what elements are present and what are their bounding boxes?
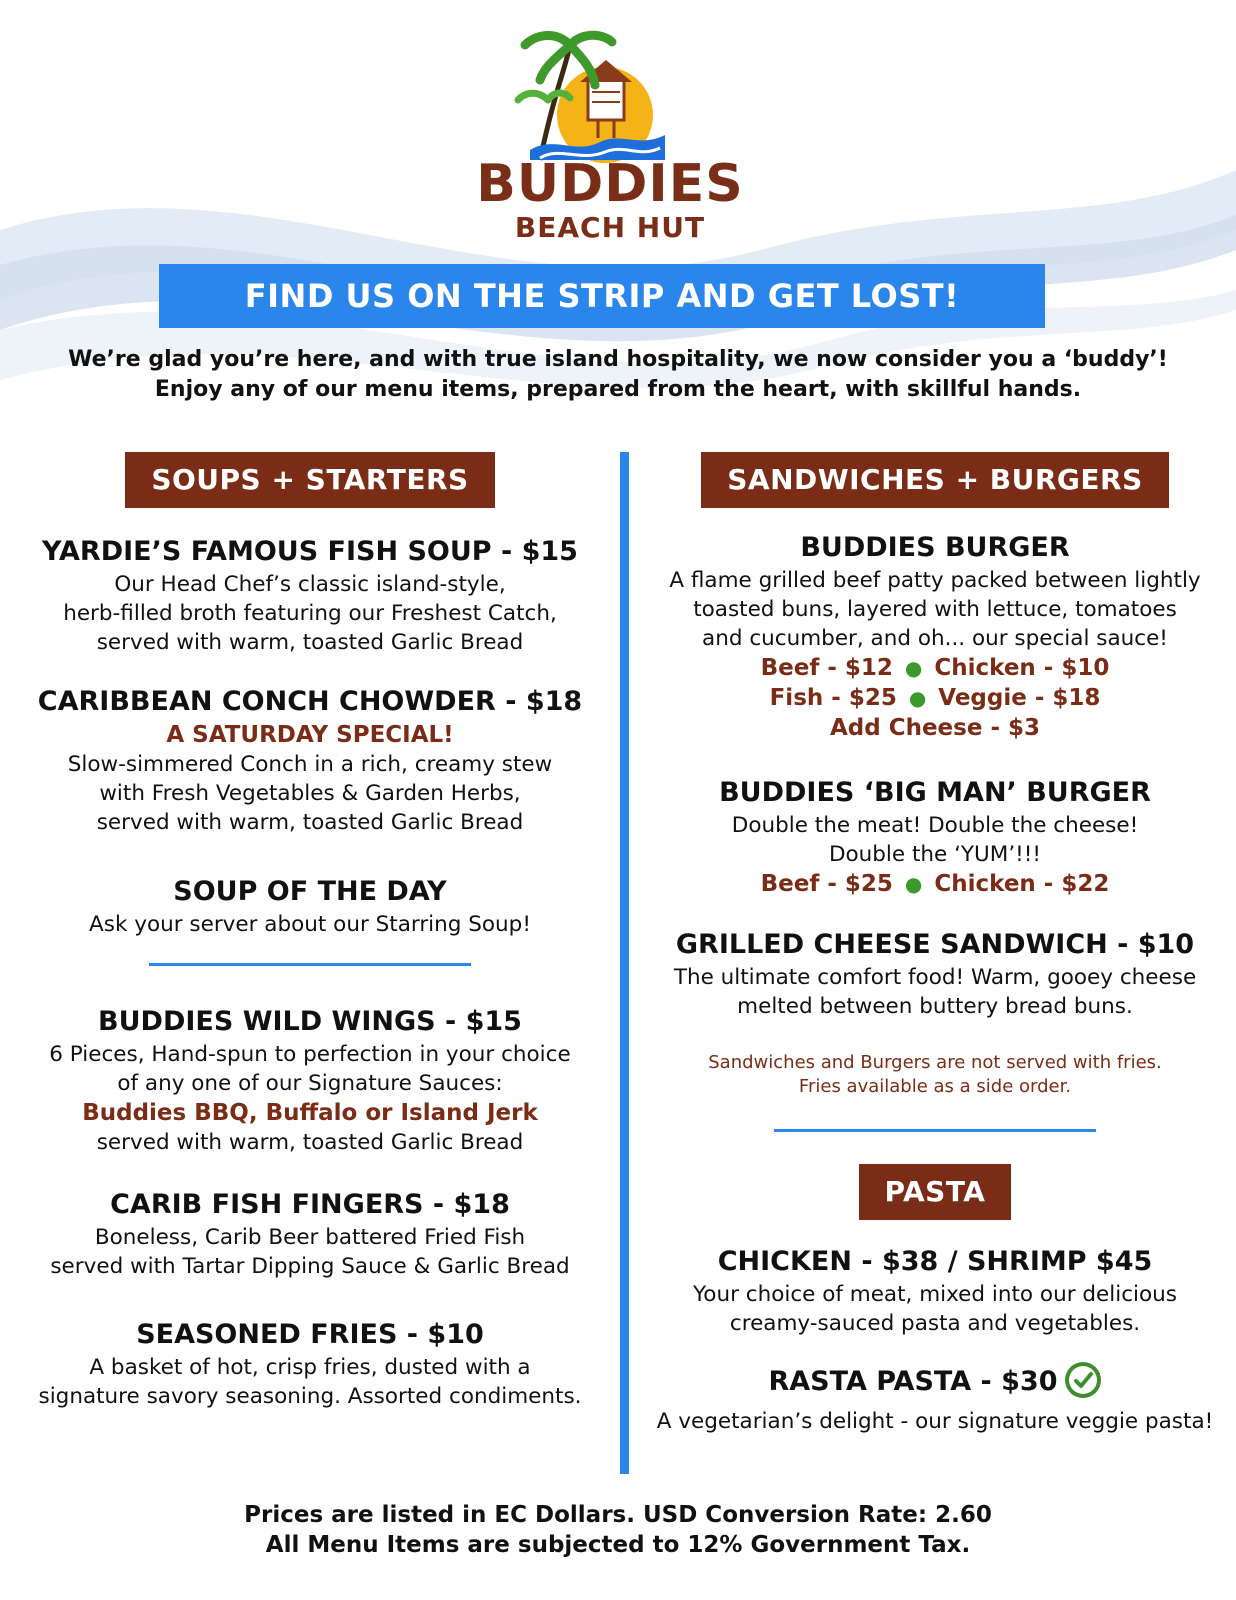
special-label: A SATURDAY SPECIAL! [166,722,454,748]
price-options [645,869,1225,899]
bullet-icon: ● [908,686,927,710]
menu-item-seasoned-fries [20,1317,600,1411]
item-title: YARDIE’S FAMOUS FISH SOUP - $15 [42,536,578,567]
menu-item-grilled-cheese [645,927,1225,1021]
item-description: served with warm, toasted Garlic Bread [96,1130,524,1155]
menu-item-chicken-shrimp-pasta [645,1244,1225,1338]
price-option: Beef - $12 [760,655,893,681]
item-title: CARIB FISH FINGERS - $18 [110,1189,510,1220]
item-description: served with Tartar Dipping Sauce & Garlic Bread [50,1254,570,1279]
item-description: A flame grilled beef patty packed between lightly [669,568,1201,593]
column-divider [620,452,629,1474]
section-heading-pasta: PASTA [859,1164,1012,1220]
bullet-icon: ● [904,656,923,680]
buddies-logo [460,30,760,250]
footer-line: Prices are listed in EC Dollars. USD Conversion Rate: 2.60 [244,1502,992,1528]
price-option: Chicken - $22 [934,871,1110,897]
price-options [645,653,1225,683]
menu-item-soup-of-the-day [20,874,600,939]
logo-brand-name: BUDDIES [476,154,744,214]
intro-line: Enjoy any of our menu items, prepared from the heart, with skillful hands. [154,377,1082,402]
item-description: Your choice of meat, mixed into our delicious [693,1282,1177,1307]
price-option: Chicken - $10 [934,655,1110,681]
section-heading-soups-starters: SOUPS + STARTERS [125,452,494,508]
item-title: BUDDIES BURGER [800,532,1070,563]
pricing-footer [0,1500,1236,1560]
note-line: Sandwiches and Burgers are not served with fries. [708,1052,1162,1073]
item-description: and cucumber, and oh... our special sauce! [702,626,1168,651]
sauce-options: Buddies BBQ, Buffalo or Island Jerk [82,1100,538,1126]
logo-brand-subtitle: BEACH HUT [514,211,706,244]
intro-text [0,345,1236,405]
item-description: 6 Pieces, Hand-spun to perfection in your choice [49,1042,571,1067]
palm-hut-sun-icon [500,30,670,170]
item-description: served with warm, toasted Garlic Bread [96,810,524,835]
item-description: melted between buttery bread buns. [737,994,1133,1019]
sandwiches-burgers-column [645,452,1225,1436]
section-separator [774,1129,1096,1132]
note-line: Fries available as a side order. [798,1076,1072,1097]
item-title: CHICKEN - $38 / SHRIMP $45 [717,1246,1153,1277]
item-title-text: RASTA PASTA - $30 [768,1366,1058,1397]
fries-note [645,1051,1225,1099]
item-title: BUDDIES ‘BIG MAN’ BURGER [719,777,1151,808]
item-description: served with warm, toasted Garlic Bread [96,630,524,655]
item-title: GRILLED CHEESE SANDWICH - $10 [675,929,1195,960]
item-title [645,1364,1225,1401]
price-option: Veggie - $18 [938,685,1101,711]
item-title: BUDDIES WILD WINGS - $15 [98,1006,522,1037]
soups-starters-column [20,452,600,1411]
item-description: Double the meat! Double the cheese! [731,813,1139,838]
item-title: SEASONED FRIES - $10 [136,1319,484,1350]
item-title: SOUP OF THE DAY [173,876,447,907]
item-description: Ask your server about our Starring Soup! [89,912,531,937]
item-description: toasted buns, layered with lettuce, tomatoes [693,597,1177,622]
intro-line: We’re glad you’re here, and with true island hospitality, we now consider you a ‘buddy’! [68,347,1168,372]
menu-item-wild-wings [20,1004,600,1157]
menu-item-rasta-pasta [645,1364,1225,1436]
item-description: signature savory seasoning. Assorted condiments. [38,1384,582,1409]
menu-item-fish-fingers [20,1187,600,1281]
footer-line: All Menu Items are subjected to 12% Government Tax. [265,1532,971,1558]
menu-item-conch-chowder [20,684,600,837]
price-option: Fish - $25 [769,685,897,711]
bullet-icon: ● [904,872,923,896]
price-option: Beef - $25 [760,871,893,897]
menu-item-big-man-burger [645,775,1225,899]
section-separator [149,963,471,966]
item-description: Our Head Chef’s classic island-style, [114,572,506,597]
menu-item-fish-soup [20,534,600,657]
item-description: of any one of our Signature Sauces: [117,1071,503,1096]
price-option: Add Cheese - $3 [829,715,1041,741]
item-description: The ultimate comfort food! Warm, gooey cheese [673,965,1197,990]
item-description: Double the ‘YUM’!!! [828,842,1042,867]
item-description: herb-filled broth featuring our Freshest Catch, [63,601,557,626]
item-description: Slow-simmered Conch in a rich, creamy stew [67,752,553,777]
section-heading-sandwiches-burgers: SANDWICHES + BURGERS [701,452,1169,508]
tagline-banner: FIND US ON THE STRIP AND GET LOST! [159,264,1045,328]
item-description: Boneless, Carib Beer battered Fried Fish [94,1225,526,1250]
price-options [645,683,1225,713]
menu-item-buddies-burger [645,530,1225,743]
item-description: A vegetarian’s delight - our signature veggie pasta! [656,1408,1214,1434]
item-title: CARIBBEAN CONCH CHOWDER - $18 [37,686,583,717]
vegetarian-leaf-icon [1065,1362,1101,1398]
item-description: with Fresh Vegetables & Garden Herbs, [99,781,521,806]
item-description: creamy-sauced pasta and vegetables. [729,1311,1141,1336]
item-description: A basket of hot, crisp fries, dusted with a [89,1355,531,1380]
